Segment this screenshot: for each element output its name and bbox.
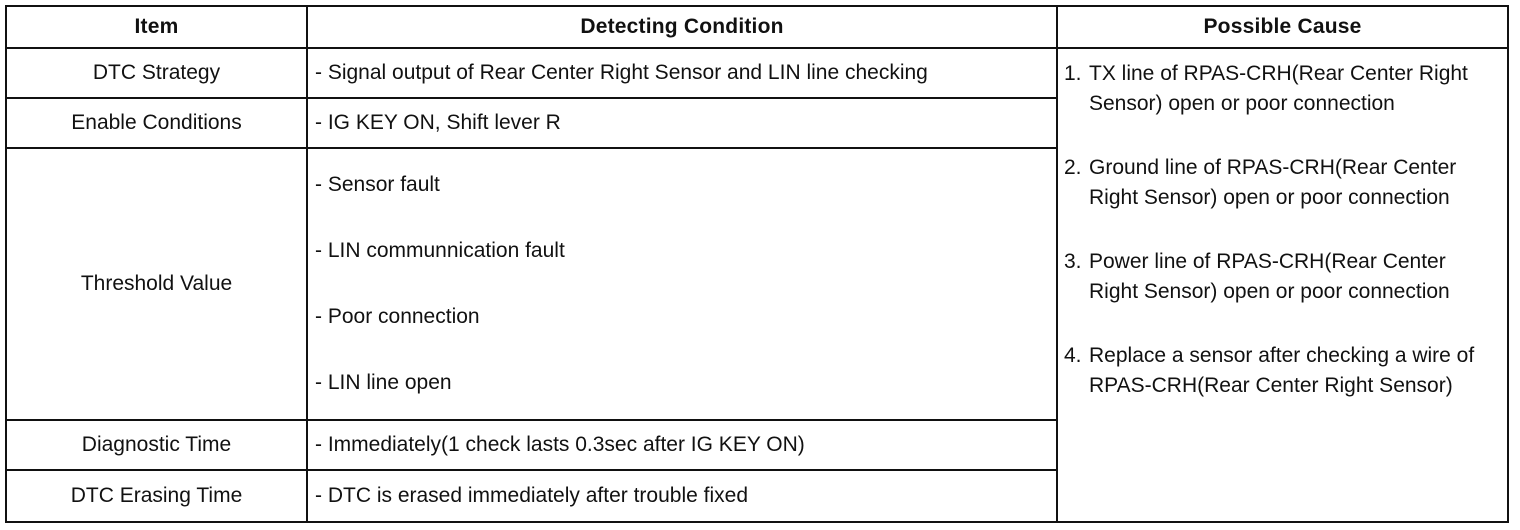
possible-cause-item: [1064, 59, 1497, 119]
possible-cause-item: [1064, 247, 1497, 307]
condition-enable-conditions: - IG KEY ON, Shift lever R: [307, 98, 1057, 148]
cause-number: 1.: [1064, 62, 1082, 85]
cause-text: Replace a sensor after checking a wire of RPAS-CRH(Rear Center Right Sensor): [1089, 344, 1475, 397]
cause-number: 3.: [1064, 250, 1082, 273]
item-diagnostic-time: Diagnostic Time: [6, 420, 307, 470]
condition-dtc-strategy: - Signal output of Rear Center Right Sensor and LIN line checking: [307, 48, 1057, 98]
cause-text: Power line of RPAS-CRH(Rear Center Right Sensor) open or poor connection: [1089, 250, 1450, 303]
threshold-condition: - LIN line open: [315, 371, 452, 394]
condition-diagnostic-time: - Immediately(1 check lasts 0.3sec after IG KEY ON): [307, 420, 1057, 470]
header-detecting-condition: Detecting Condition: [307, 6, 1057, 48]
threshold-condition: - Sensor fault: [315, 173, 440, 196]
cause-number: 2.: [1064, 156, 1082, 179]
condition-threshold-value: [307, 148, 1057, 420]
threshold-condition: - LIN communnication fault: [315, 239, 565, 262]
possible-cause-item: [1064, 341, 1497, 401]
possible-cause-item: [1064, 153, 1497, 213]
table-row-dtc-strategy: [6, 48, 1508, 98]
table-header-row: [6, 6, 1508, 48]
threshold-condition: - Poor connection: [315, 305, 480, 328]
item-enable-conditions: Enable Conditions: [6, 98, 307, 148]
header-possible-cause: Possible Cause: [1057, 6, 1508, 48]
dtc-table-container: [5, 5, 1507, 520]
possible-cause-list: [1064, 59, 1497, 401]
item-dtc-erasing-time: DTC Erasing Time: [6, 470, 307, 522]
dtc-diagnostic-table: [5, 5, 1509, 523]
condition-dtc-erasing-time: - DTC is erased immediately after trouble fixed: [307, 470, 1057, 522]
threshold-condition-list: [315, 170, 1056, 398]
cause-text: TX line of RPAS-CRH(Rear Center Right Sensor) open or poor connection: [1089, 62, 1468, 115]
possible-cause-cell: [1057, 48, 1508, 522]
item-dtc-strategy: DTC Strategy: [6, 48, 307, 98]
cause-number: 4.: [1064, 344, 1082, 367]
cause-text: Ground line of RPAS-CRH(Rear Center Right Sensor) open or poor connection: [1089, 156, 1457, 209]
item-threshold-value: Threshold Value: [6, 148, 307, 420]
header-item: Item: [6, 6, 307, 48]
